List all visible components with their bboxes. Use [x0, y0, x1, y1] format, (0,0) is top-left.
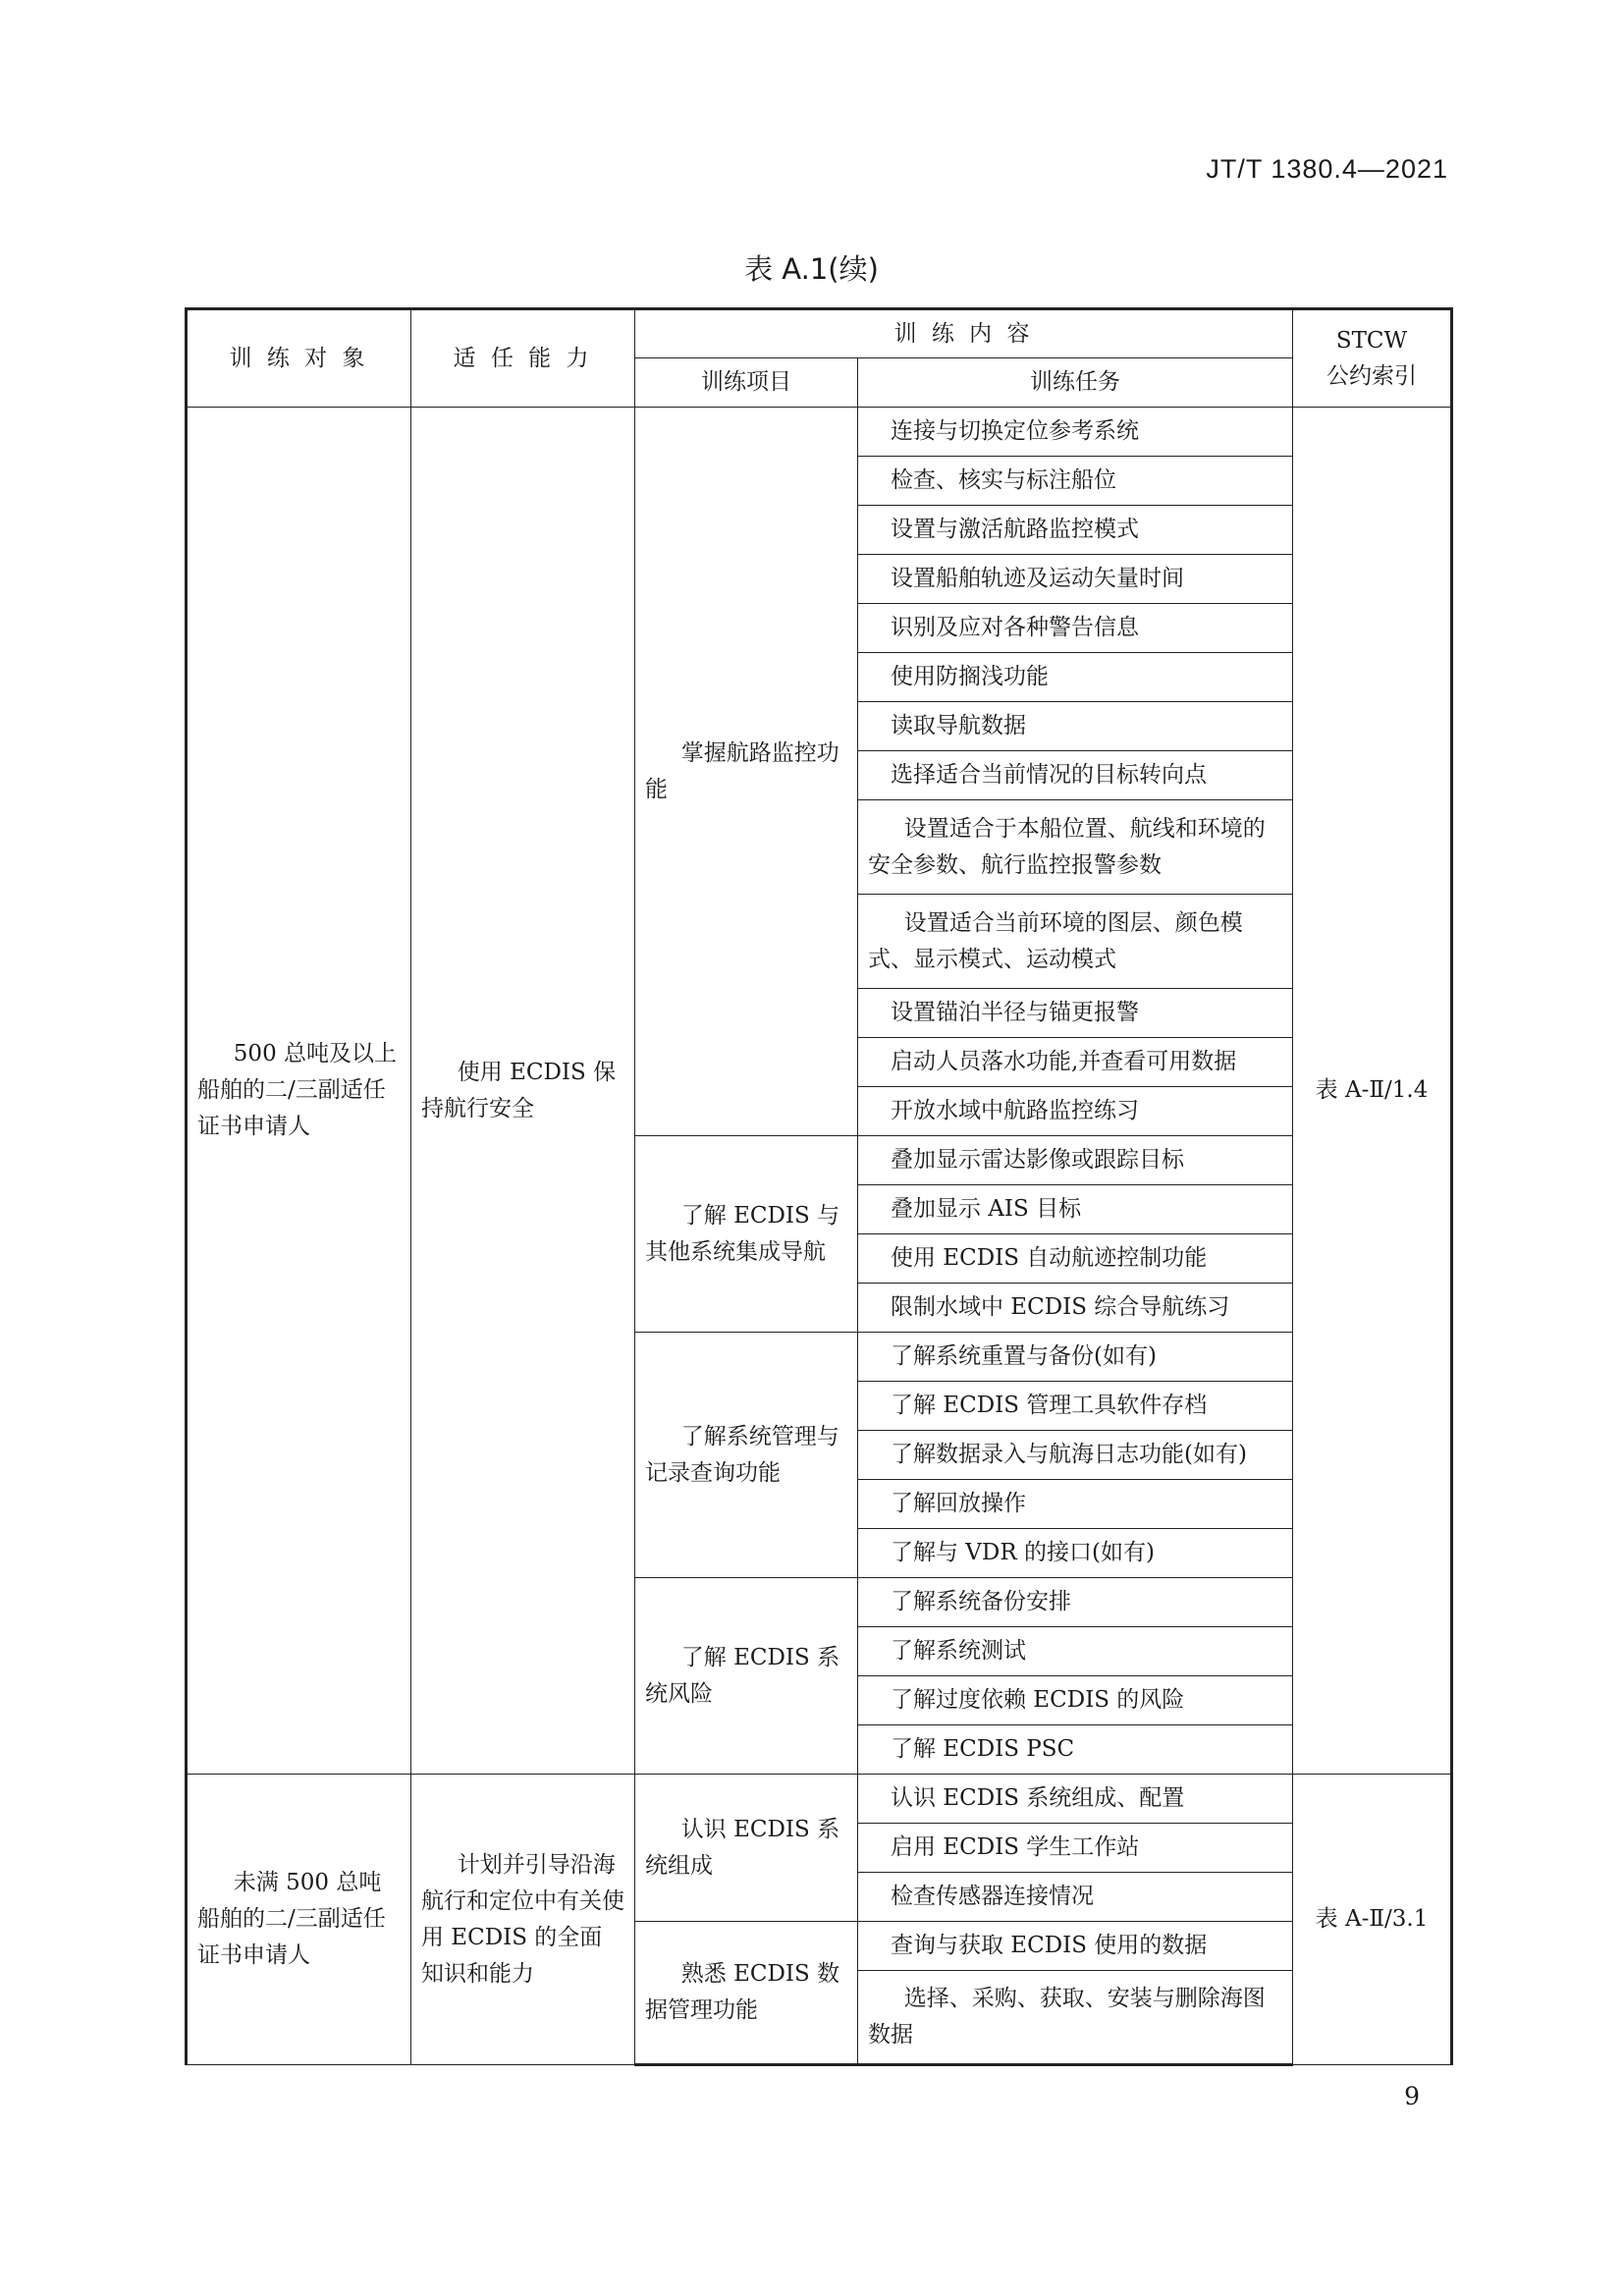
task-cell: [858, 895, 1293, 989]
item-cell: [635, 1775, 858, 1922]
task-text: 设置适合当前环境的图层、颜色模式、显示模式、运动模式: [868, 909, 1243, 972]
item-text: 了解 ECDIS 系统风险: [645, 1644, 840, 1707]
page-number: 9: [1404, 2082, 1420, 2110]
task-text: 设置适合于本船位置、航线和环境的安全参数、航行监控报警参数: [868, 815, 1266, 878]
item-cell: [635, 1578, 858, 1775]
item-text: 了解系统管理与记录查询功能: [645, 1423, 839, 1486]
competence-cell: [411, 1775, 635, 2065]
task-cell: 了解系统备份安排: [858, 1578, 1293, 1627]
competence-text: 计划并引导沿海航行和定位中有关使用 ECDIS 的全面知识和能力: [421, 1851, 624, 1987]
task-cell: 启动人员落水功能,并查看可用数据: [858, 1038, 1293, 1087]
header-competence: 适 任 能 力: [411, 309, 635, 408]
task-cell: 了解过度依赖 ECDIS 的风险: [858, 1676, 1293, 1725]
header-target: 训 练 对 象: [187, 309, 411, 408]
task-cell: [858, 800, 1293, 895]
task-cell: 设置船舶轨迹及运动矢量时间: [858, 555, 1293, 604]
competence-cell: [411, 408, 635, 1775]
task-cell: 设置与激活航路监控模式: [858, 506, 1293, 555]
task-cell: 了解 ECDIS 管理工具软件存档: [858, 1382, 1293, 1431]
task-cell: 读取导航数据: [858, 702, 1293, 751]
item-cell: [635, 1136, 858, 1333]
item-text: 熟悉 ECDIS 数据管理功能: [645, 1961, 840, 2023]
header-content: 训 练 内 容: [635, 309, 1293, 358]
task-cell: 了解 ECDIS PSC: [858, 1725, 1293, 1775]
target-cell: [187, 1775, 411, 2065]
item-cell: [635, 408, 858, 1136]
item-cell: [635, 1333, 858, 1578]
task-cell: 开放水域中航路监控练习: [858, 1087, 1293, 1136]
header-stcw-line2: 公约索引: [1326, 363, 1417, 389]
header-stcw-line1: STCW: [1335, 328, 1408, 354]
item-text: 认识 ECDIS 系统组成: [645, 1816, 840, 1879]
task-cell: 设置锚泊半径与锚更报警: [858, 989, 1293, 1038]
task-cell: 了解系统测试: [858, 1627, 1293, 1676]
table-caption: 表 A.1(续): [744, 252, 879, 286]
competence-text: 使用 ECDIS 保持航行安全: [421, 1059, 617, 1121]
target-text: 未满 500 总吨船舶的二/三副适任证书申请人: [197, 1870, 386, 1968]
task-cell: 使用防搁浅功能: [858, 653, 1293, 702]
header-item: 训练项目: [635, 358, 858, 408]
task-cell: 了解系统重置与备份(如有): [858, 1333, 1293, 1382]
task-cell: 选择适合当前情况的目标转向点: [858, 751, 1293, 800]
training-table: [185, 307, 1453, 2066]
task-cell: 了解数据录入与航海日志功能(如有): [858, 1431, 1293, 1480]
stcw-cell: 表 A-Ⅱ/3.1: [1293, 1775, 1452, 2065]
standard-code: JT/T 1380.4—2021: [1206, 154, 1448, 184]
header-task: 训练任务: [858, 358, 1293, 408]
task-cell: 检查、核实与标注船位: [858, 457, 1293, 506]
task-cell: 启用 ECDIS 学生工作站: [858, 1824, 1293, 1873]
task-cell: 检查传感器连接情况: [858, 1873, 1293, 1922]
task-cell: 连接与切换定位参考系统: [858, 408, 1293, 457]
task-cell: 认识 ECDIS 系统组成、配置: [858, 1775, 1293, 1824]
task-cell: 了解回放操作: [858, 1480, 1293, 1529]
target-text: 500 总吨及以上船舶的二/三副适任证书申请人: [197, 1041, 398, 1139]
task-cell: [858, 1971, 1293, 2065]
item-text: 掌握航路监控功能: [645, 739, 839, 802]
task-cell: 叠加显示雷达影像或跟踪目标: [858, 1136, 1293, 1185]
task-cell: 了解与 VDR 的接口(如有): [858, 1529, 1293, 1578]
stcw-cell: 表 A-Ⅱ/1.4: [1293, 408, 1452, 1775]
task-cell: 查询与获取 ECDIS 使用的数据: [858, 1922, 1293, 1971]
task-cell: 限制水域中 ECDIS 综合导航练习: [858, 1284, 1293, 1333]
task-cell: 使用 ECDIS 自动航迹控制功能: [858, 1234, 1293, 1284]
task-cell: 叠加显示 AIS 目标: [858, 1185, 1293, 1234]
item-text: 了解 ECDIS 与其他系统集成导航: [645, 1202, 840, 1265]
task-cell: 识别及应对各种警告信息: [858, 604, 1293, 653]
target-cell: [187, 408, 411, 1775]
header-stcw: [1293, 309, 1452, 408]
task-text: 选择、采购、获取、安装与删除海图数据: [868, 1986, 1266, 2048]
item-cell: [635, 1922, 858, 2065]
